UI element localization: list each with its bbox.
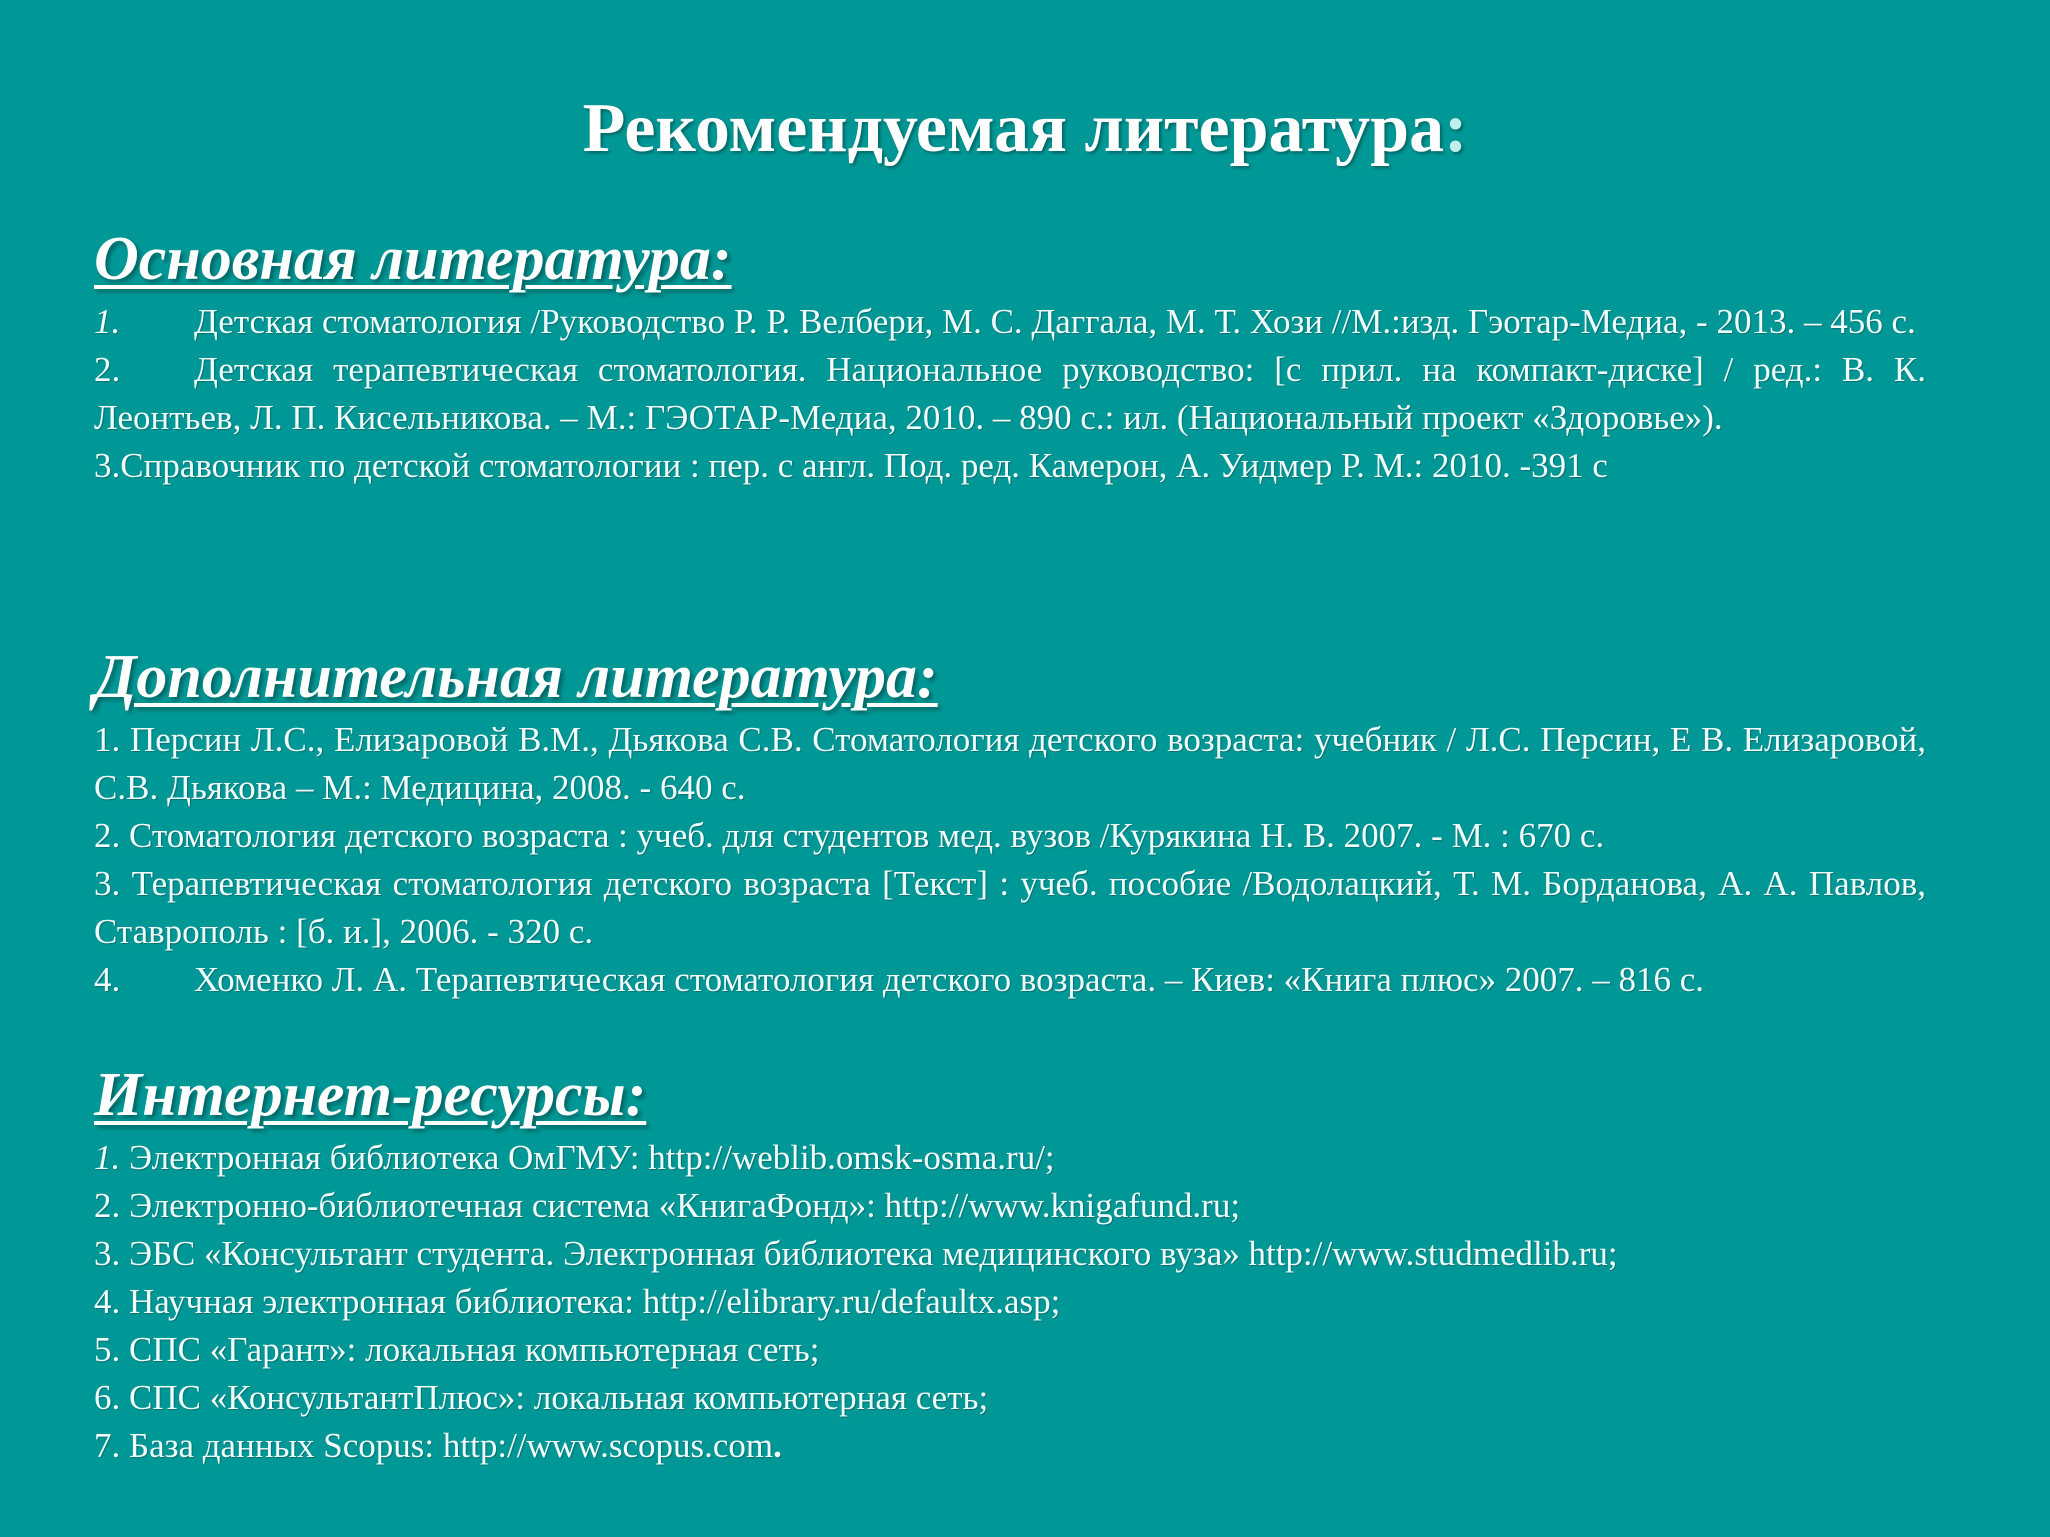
- list-item-text: Детская стоматология /Руководство Р. Р. Велбери, М. С. Даггала, М. Т. Хози //М.:изд. Гэотар-Медиа, - 2013. – 456 с.: [194, 302, 1916, 341]
- list-item-number: 7.: [94, 1426, 121, 1465]
- list-item-number: 6.: [94, 1378, 121, 1417]
- list-item-text: Детская терапевтическая стоматология. Национальное руководство: [с прил. на компакт-диске] / ред.: В. К. Леонтьев, Л. П. Кисельникова. – М.: ГЭОТАР-Медиа, 2010. – 890 с.: ил. (Национальный проект «Здоровье»).: [94, 350, 1926, 437]
- page-title-colon: :: [1444, 90, 1468, 167]
- list-item-number: 2.: [94, 1186, 121, 1225]
- list-item-text: База данных Scopus: http://www.scopus.com: [129, 1426, 774, 1465]
- list-item-text: Стоматология детского возраста : учеб. для студентов мед. вузов /Курякина Н. В. 2007. - М. : 670 с.: [129, 816, 1605, 855]
- list-item: [94, 1278, 1926, 1326]
- list-item: [94, 956, 1926, 1004]
- list-item: [94, 860, 1926, 956]
- section-heading-additional: Дополнительная литература:: [94, 643, 938, 711]
- section-internet-resources: [94, 1060, 1926, 1470]
- list-item: [94, 812, 1926, 860]
- list-item-number: 1.: [94, 720, 121, 759]
- list-item-end-mark: .: [773, 1426, 782, 1465]
- list-item-text: ЭБС «Консультант студента. Электронная библиотека медицинского вуза» http://www.studmedlib.ru;: [129, 1234, 1618, 1273]
- list-item: [94, 442, 1926, 490]
- list-item: [94, 1182, 1926, 1230]
- list-item-text: Электронная библиотека ОмГМУ: http://weblib.omsk-osma.ru/;: [129, 1138, 1055, 1177]
- list-item: [94, 1422, 1926, 1470]
- section-heading-internet: Интернет-ресурсы:: [94, 1061, 647, 1129]
- list-item: [94, 1374, 1926, 1422]
- page-title-text: Рекомендуемая литература: [582, 90, 1445, 167]
- page-title: [0, 84, 2050, 174]
- list-item-number: 3.: [94, 1234, 121, 1273]
- list-item-text: Справочник по детской стоматологии : пер. с англ. Под. ред. Камерон, А. Уидмер Р. М.: 2010. -391 с: [120, 446, 1608, 485]
- list-item: [94, 716, 1926, 812]
- list-item-number: 4.: [94, 960, 121, 999]
- list-item: [94, 1134, 1926, 1182]
- list-item-text: Персин Л.С., Елизаровой В.М., Дьякова С.В. Стоматология детского возраста: учебник / Л.С. Персин, Е В. Елизаровой, С.В. Дьякова – М.: Медицина, 2008. - 640 с.: [94, 720, 1926, 807]
- list-item-text: Хоменко Л. А. Терапевтическая стоматология детского возраста. – Киев: «Книга плюс» 2007. – 816 с.: [194, 960, 1705, 999]
- section-main-literature: [94, 224, 1926, 490]
- list-item-number: 4.: [94, 1282, 121, 1321]
- list-item-text: Терапевтическая стоматология детского возраста [Текст] : учеб. пособие /Водолацкий, Т. М. Борданова, А. А. Павлов, Ставрополь : [б. и.], 2006. - 320 с.: [94, 864, 1926, 951]
- list-item-number: 2.: [94, 350, 121, 389]
- list-item-number: 2.: [94, 816, 121, 855]
- list-item-text: Научная электронная библиотека: http://elibrary.ru/defaultx.asp;: [129, 1282, 1061, 1321]
- section-heading-main: Основная литература:: [94, 225, 732, 293]
- list-item: [94, 346, 1926, 442]
- section-additional-literature: [94, 642, 1926, 1004]
- list-item: [94, 1326, 1926, 1374]
- list-item-text: Электронно-библиотечная система «КнигаФонд»: http://www.knigafund.ru;: [129, 1186, 1241, 1225]
- list-item-number: 3.: [94, 864, 121, 903]
- list-item-number: 1.: [94, 1138, 121, 1177]
- list-item-text: СПС «КонсультантПлюс»: локальная компьютерная сеть;: [129, 1378, 989, 1417]
- list-item-number: 1.: [94, 302, 121, 341]
- list-item: [94, 1230, 1926, 1278]
- list-item: [94, 298, 1926, 346]
- list-item-text: СПС «Гарант»: локальная компьютерная сеть;: [129, 1330, 820, 1369]
- list-item-number: 3.: [94, 446, 121, 485]
- list-item-number: 5.: [94, 1330, 121, 1369]
